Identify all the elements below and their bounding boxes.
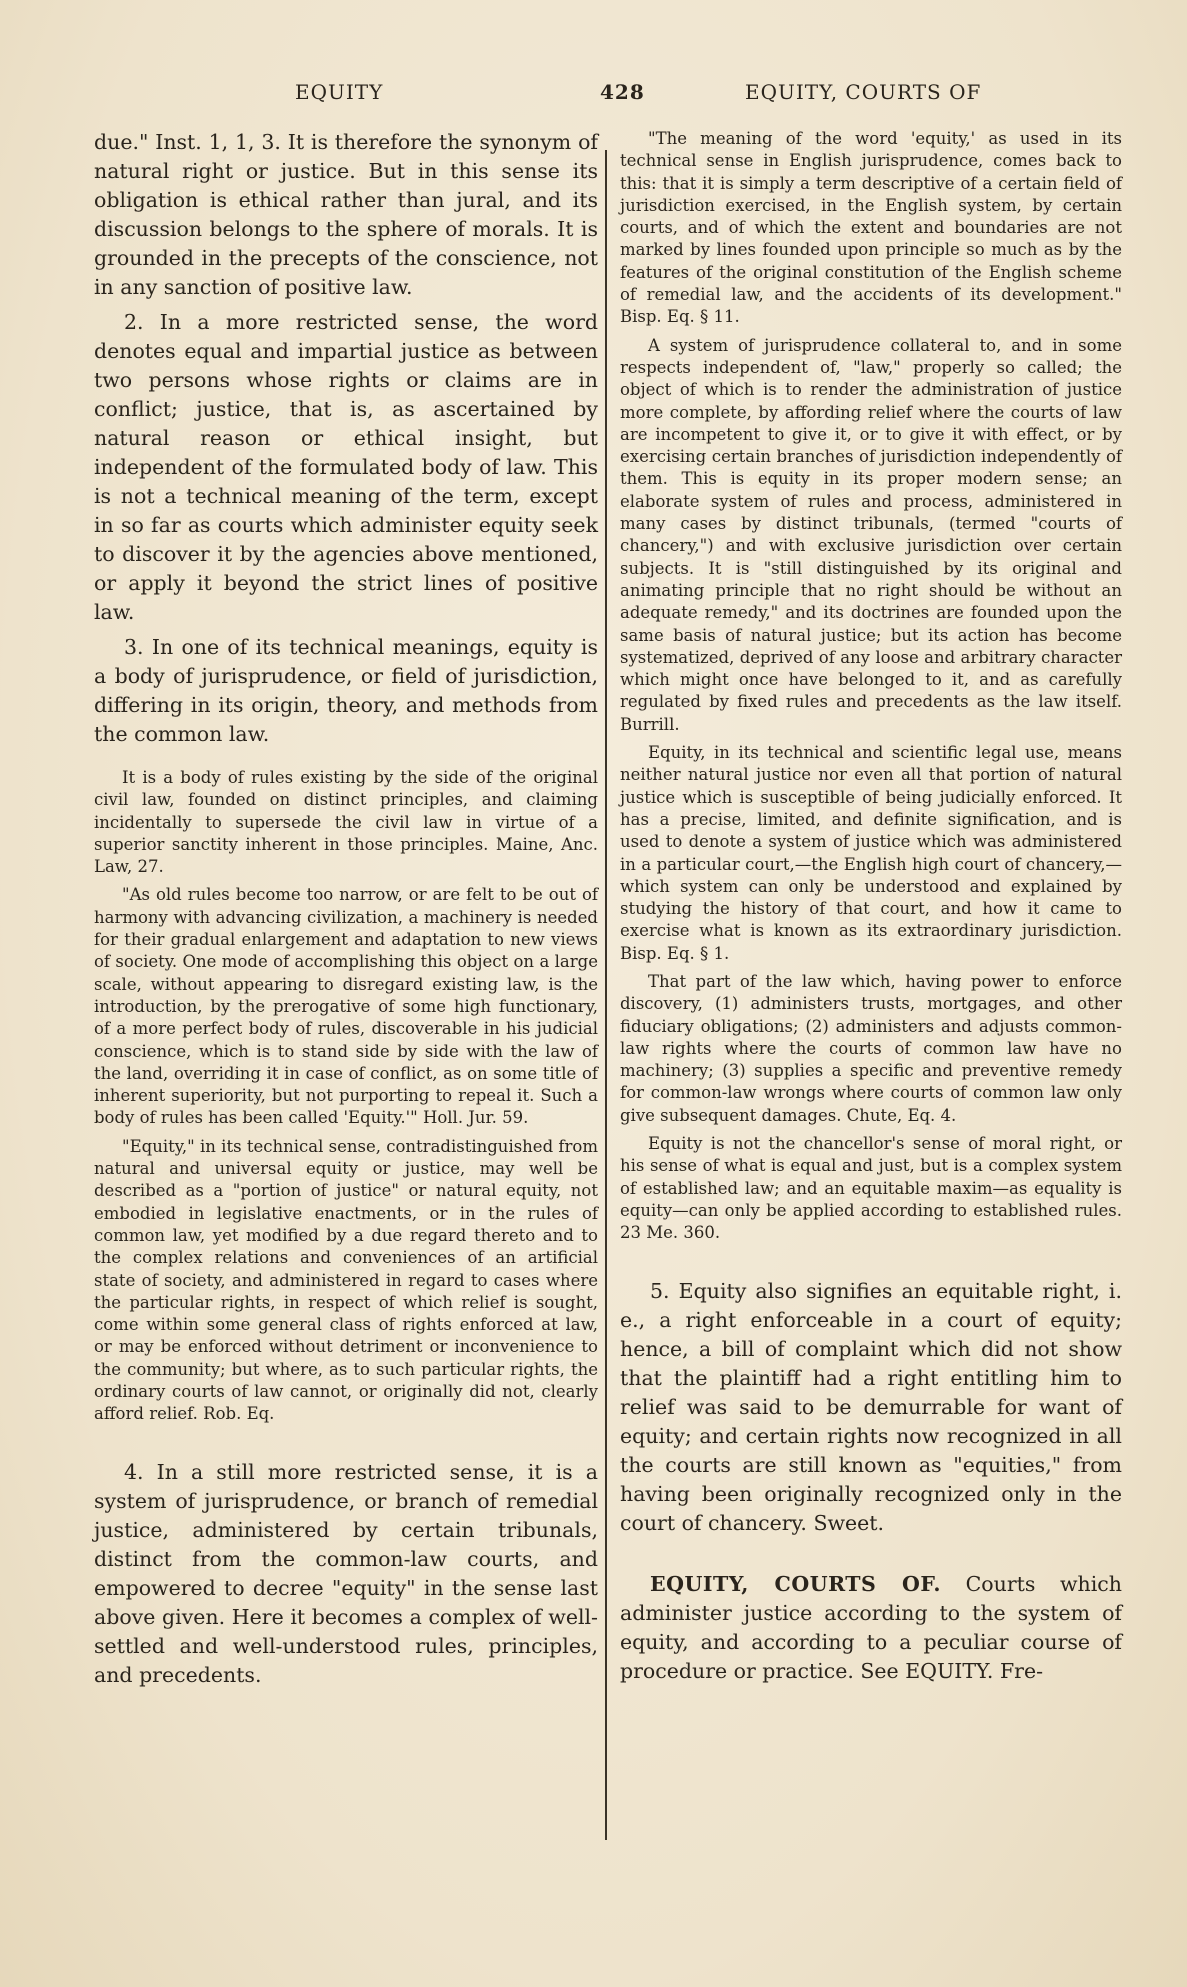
- paragraph-5: 5. Equity also signifies an equitable right, i. e., a right enforceable in a court of equity; hence, a bill of complaint which did not show that the plaintiff had a right entitling him to relief was said to be demurrable for want of equity; and certain rights now recognized in all the courts are still known as "equities," from having been originally recognized only in the court of chancery. Sweet.: [620, 1278, 1122, 1535]
- paragraph-4: 4. In a still more restricted sense, it is a system of jurisprudence, or branch of remedial justice, administered by certain tribunals, distinct from the common-law courts, and empowered to decree "equity" in the sense last above given. Here it becomes a complex of well-settled and well-understood rules, principles, and precedents.: [94, 1459, 598, 1687]
- quote-robinson: "Equity," in its technical sense, contradistinguished from natural and universal equity or justice, may well be described as a "portion of justice" or natural equity, not embodied in legislative enactments, or in the rules of common law, yet modified by a due regard thereto and to the complex relations and conveniences of an artificial state of society, and administered in regard to cases where the particular rights, in respect of which relief is sought, come within some general class of rights enforced at law, or may be enforced without detriment or inconvenience to the community; but where, as to such particular rights, the ordinary courts of law cannot, or originally did not, clearly afford relief. Rob. Eq.: [94, 1136, 598, 1424]
- header-right-word: EQUITY, COURTS OF: [745, 80, 982, 104]
- column-divider: [605, 150, 607, 1840]
- paragraph-3: 3. In one of its technical meanings, equity is a body of jurisprudence, or field of jurisdiction, differing in its origin, theory, and methods from the common law.: [94, 635, 598, 746]
- entry-headword: EQUITY, COURTS OF.: [650, 1571, 942, 1596]
- page-number: 428: [600, 80, 645, 104]
- quote-maine: It is a body of rules existing by the side of the original civil law, founded on distinct principles, and claiming incidentally to supersede the civil law in virtue of a superior sanctity inherent in those principles. Maine, Anc. Law, 27.: [94, 768, 598, 877]
- quote-maine-reports: Equity is not the chancellor's sense of moral right, or his sense of what is equal and just, but is a complex system of established law; and an equitable maxim—as equality is equity—can only be applied according to established rules. 23 Me. 360.: [620, 1134, 1122, 1243]
- quote-chute: That part of the law which, having power to enforce discovery, (1) administers trusts, mortgages, and other fiduciary obligations; (2) administers and adjusts common-law rights where the courts of common law have no machinery; (3) supplies a specific and preventive remedy for common-law wrongs where courts of common law only give subsequent damages. Chute, Eq. 4.: [620, 971, 1122, 1125]
- right-column: [620, 128, 1122, 1686]
- entry-definition: Courts which administer justice according to the system of equity, and according to a peculiar course of procedure or practice. See EQUITY. Fre-: [620, 1571, 1122, 1683]
- quote-holland: "As old rules become too narrow, or are felt to be out of harmony with advancing civilization, a machinery is needed for their gradual enlargement and adaptation to new views of society. One mode of accomplishing this object on a large scale, without appearing to disregard existing law, is the introduction, by the prerogative of some high functionary, of a more perfect body of rules, discoverable in his judicial conscience, which is to stand side by side with the law of the land, overriding it in case of conflict, as on some title of inherent superiority, but not purporting to repeal it. Such a body of rules has been called 'Equity.'" Holl. Jur. 59.: [94, 885, 598, 1128]
- quote-bispham-11: "The meaning of the word 'equity,' as used in its technical sense in English jurisprudence, comes back to this: that it is simply a term descriptive of a certain field of jurisdiction exercised, in the English system, by certain courts, and of which the extent and boundaries are not marked by lines founded upon principle so much as by the features of the original constitution of the English scheme of remedial law, and the accidents of its development." Bisp. Eq. § 11.: [620, 129, 1122, 327]
- paragraph-1-continuation: due." Inst. 1, 1, 3. It is therefore the synonym of natural right or justice. But in this sense its obligation is ethical rather than jural, and its discussion belongs to the sphere of morals. It is grounded in the precepts of the conscience, not in any sanction of positive law.: [94, 130, 598, 299]
- quote-bispham-1: Equity, in its technical and scientific legal use, means neither natural justice nor even all that portion of natural justice which is susceptible of being judicially enforced. It has a precise, limited, and definite signification, and is used to denote a system of justice which was administered in a particular court,—the English high court of chancery,—which system can only be understood and explained by studying the history of that court, and how it came to exercise what is known as its extraordinary jurisdiction. Bisp. Eq. § 1.: [620, 743, 1122, 963]
- quote-burrill: A system of jurisprudence collateral to, and in some respects independent of, "law," properly so called; the object of which is to render the administration of justice more complete, by affording relief where the courts of law are incompetent to give it, or to give it with effect, or by exercising certain branches of jurisdiction independently of them. This is equity in its proper modern sense; an elaborate system of rules and process, administered in many cases by distinct tribunals, (termed "courts of chancery,") and with exclusive jurisdiction over certain subjects. It is "still distinguished by its original and animating principle that no right should be without an adequate remedy," and its doctrines are founded upon the same basis of natural justice; but its action has become systematized, deprived of any loose and arbitrary character which might once have belonged to it, and as carefully regulated by fixed rules and precedents as the law itself. Burrill.: [620, 335, 1122, 734]
- paragraph-2: 2. In a more restricted sense, the word denotes equal and impartial justice as between two persons whose rights or claims are in conflict; justice, that is, as ascertained by natural reason or ethical insight, but independent of the formulated body of law. This is not a technical meaning of the term, except in so far as courts which administer equity seek to discover it by the agencies above mentioned, or apply it beyond the strict lines of positive law.: [94, 310, 598, 624]
- running-header: [90, 80, 1090, 120]
- header-left-word: EQUITY: [295, 80, 384, 104]
- left-column: [94, 128, 598, 1690]
- entry-courts-of-equity: [620, 1570, 1122, 1686]
